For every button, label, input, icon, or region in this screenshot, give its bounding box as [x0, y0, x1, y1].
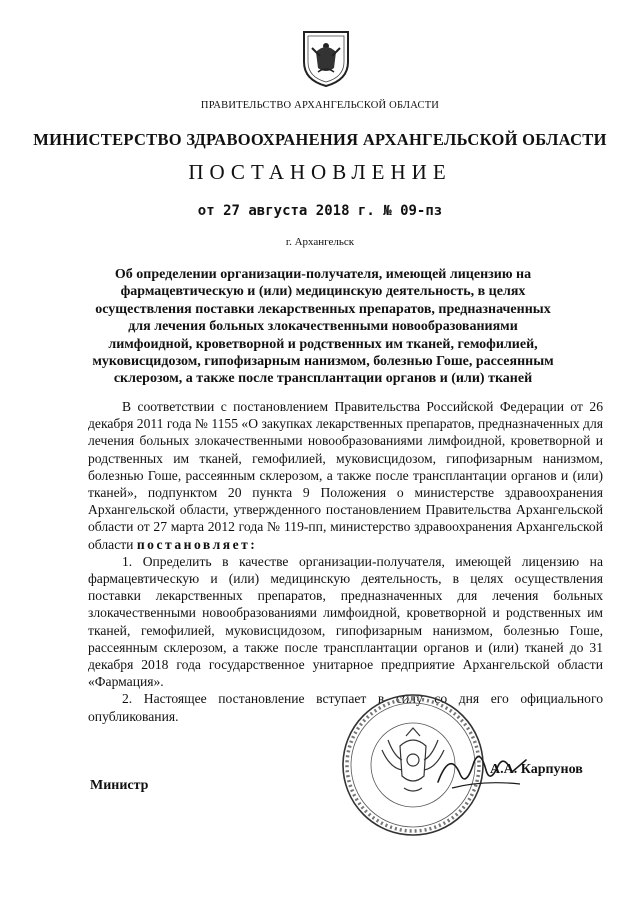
title-line: осуществления поставки лекарственных препаратов, предназначенных: [95, 301, 551, 317]
document-body: [88, 398, 603, 725]
title-line: Об определении организации-получателя, имеющей лицензию на: [114, 267, 532, 282]
ministry-name: МИНИСТЕРСТВО ЗДРАВООХРАНЕНИЯ АРХАНГЕЛЬСКОЙ ОБЛАСТИ: [33, 130, 607, 149]
preamble-paragraph: [88, 398, 603, 553]
government-name: ПРАВИТЕЛЬСТВО АРХАНГЕЛЬСКОЙ ОБЛАСТИ: [200, 100, 440, 111]
title-line: муковисцидозом, гипофизарным нанизмом, болезнью Гоше, рассеянным: [92, 354, 554, 370]
title-line: фармацевтическую и (или) медицинскую деятельность, в целях: [120, 284, 526, 300]
item-2-paragraph: 2. Настоящее постановление вступает в силу со дня его официального опубликования.: [88, 691, 603, 724]
date-and-number: от 27 августа 2018 г. № 09-пз: [197, 203, 443, 219]
title-line: лимфоидной, кроветворной и родственных им тканей, гемофилией,: [108, 336, 538, 352]
title-line: для лечения больных злокачественными новообразованиями: [128, 319, 518, 335]
document-type: ПОСТАНОВЛЕНИЕ: [188, 160, 452, 184]
document-title: [88, 266, 558, 388]
signer-name: А.А. Карпунов: [490, 762, 583, 777]
item-1-paragraph: 1. Определить в качестве организации-получателя, имеющей лицензию на фармацевтическую и (или) медицинскую деятельность, в целях осуществления поставки лекарственных препаратов, предназначенных для лечения больных злокачественными новообразованиями лимфоидной, кроветворной и родственных им тканей, гемофилией, муковисцидозом, гипофизарным нанизмом, болезнью Гоше, рассеянным склерозом, а также после трансплантации органов и (или) тканей до 31 декабря 2018 года государственное унитарное предприятие Архангельской области «Фармация».: [88, 553, 603, 690]
preamble-text: В соответствии с постановлением Правительства Российской Федерации от 26 декабря 2011 года № 1155 «О закупках лекарственных препаратов, предназначенных для лечения больных злокачественными новообразованиями лимфоидной, кроветворной и родственных им тканей, гемофилией, муковисцидозом, гипофизарным нанизмом, болезнью Гоше, рассеянным склерозом, а также после трансплантации органов и (или) тканей», подпунктом 20 пункта 9 Положения о министерстве здравоохранения Архангельской области, утвержденного постановлением Правительства Архангельской области от 27 марта 2012 года № 119-пп, министерство здравоохранения Архангельской области: [88, 399, 603, 552]
coat-of-arms-icon: [300, 28, 352, 88]
title-line: склерозом, а также после трансплантации органов и (или) тканей: [113, 371, 533, 387]
city-name: г. Архангельск: [285, 236, 355, 248]
resolves-word: постановляет:: [136, 536, 258, 552]
signer-position: Министр: [90, 778, 149, 793]
